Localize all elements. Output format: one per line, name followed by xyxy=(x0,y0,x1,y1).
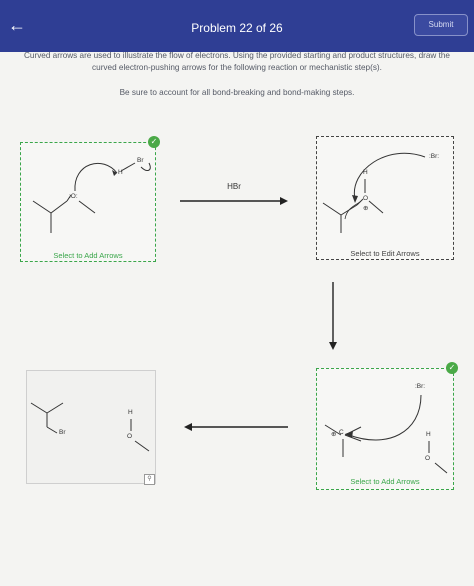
instructions-text: Curved arrows are used to illustrate the flow of electrons. Using the provided starting and product structures, draw the curved electron-pushing arrows for the following reaction or mechanistic step(s). xyxy=(24,51,450,72)
mechanism-step-3-panel[interactable] xyxy=(316,368,454,490)
product-structure xyxy=(27,371,157,485)
add-arrows-label[interactable]: Select to Add Arrows xyxy=(350,477,420,486)
bromine-label: Br xyxy=(59,429,66,436)
check-icon: ✓ xyxy=(148,136,160,148)
edit-arrows-label[interactable]: Select to Edit Arrows xyxy=(350,249,420,258)
oxygen-label: O xyxy=(127,433,133,440)
bromine-label: Br xyxy=(137,157,144,164)
carbocation-label: C xyxy=(339,429,344,436)
oxygen-label: O xyxy=(363,195,369,202)
header-bar xyxy=(0,0,474,52)
zoom-icon[interactable]: ⚲ xyxy=(144,474,155,485)
mechanism-step-1-panel[interactable] xyxy=(20,142,156,262)
bromide-label: :Br: xyxy=(429,153,440,160)
check-icon: ✓ xyxy=(446,362,458,374)
instructions-note: Be sure to account for all bond-breaking and bond-making steps. xyxy=(119,88,355,97)
back-arrow-icon[interactable]: ← xyxy=(8,15,26,35)
step-3-structure xyxy=(317,369,455,491)
reagent-label: HBr xyxy=(227,182,241,191)
oxygen-label: O xyxy=(425,455,431,462)
hydrogen-label: H xyxy=(128,409,133,416)
oxygen-label: :O: xyxy=(69,193,78,200)
positive-charge-icon: ⊕ xyxy=(331,431,337,438)
product-panel xyxy=(26,370,156,484)
bromide-label: :Br: xyxy=(415,383,426,390)
hydrogen-label: H xyxy=(363,169,368,176)
positive-charge-icon: ⊕ xyxy=(363,205,369,212)
page-title: Problem 22 of 26 xyxy=(191,21,283,35)
hydrogen-label: H xyxy=(426,431,431,438)
mechanism-step-2-panel[interactable] xyxy=(316,136,454,260)
submit-button[interactable]: Submit xyxy=(414,14,468,36)
add-arrows-label[interactable]: Select to Add Arrows xyxy=(53,251,123,260)
hydrogen-label: H xyxy=(118,169,123,176)
